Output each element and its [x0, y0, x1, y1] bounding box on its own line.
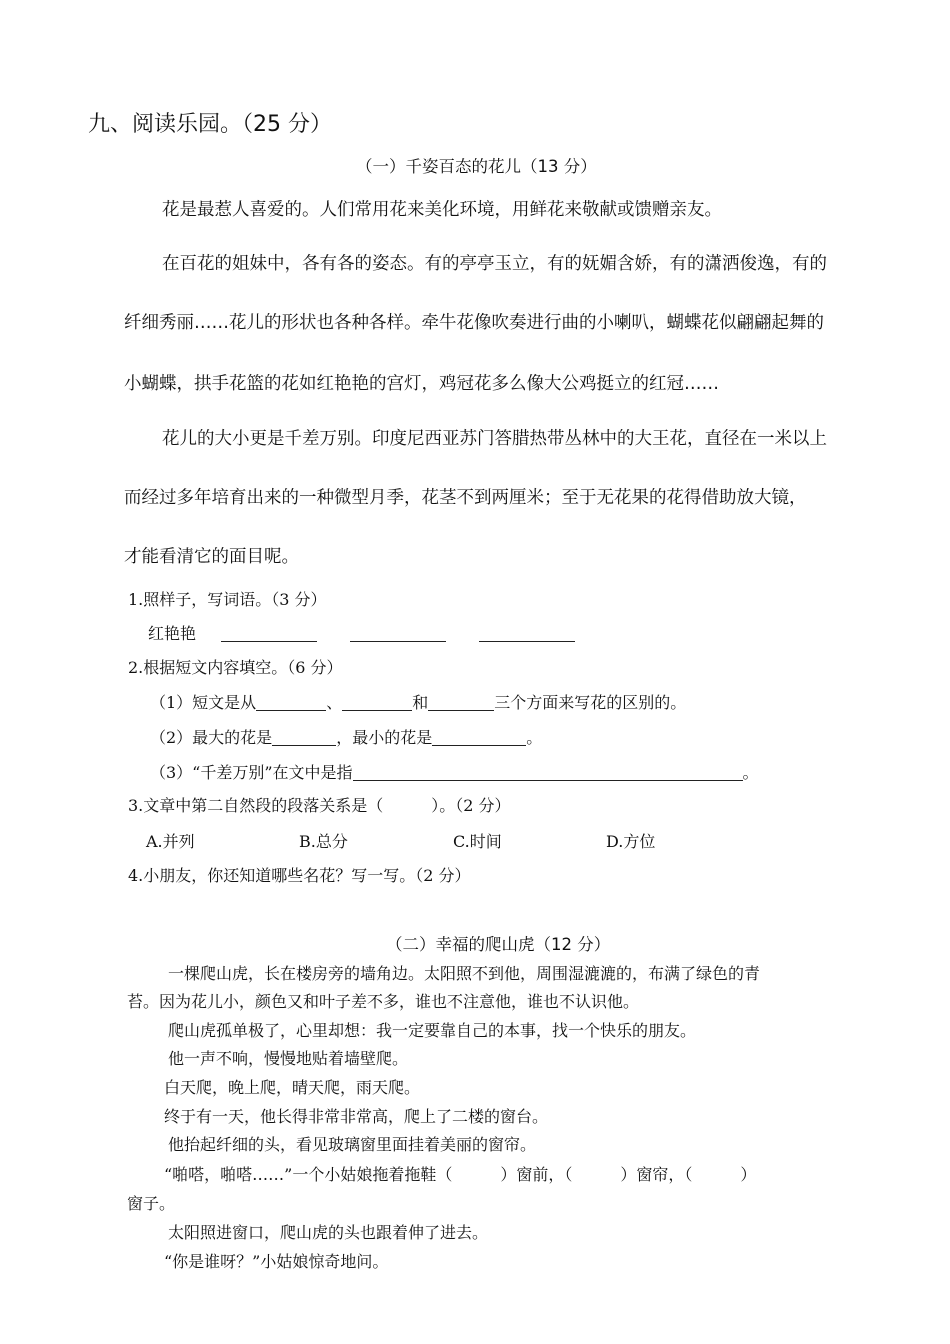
part1-paragraph: 花是最惹人喜爱的。人们常用花来美化环境，用鲜花来敬献或馈赠亲友。	[162, 200, 722, 220]
part2-title: （二）幸福的爬山虎（12 分）	[386, 935, 611, 954]
q2c-text: （3）“千差万别”在文中是指	[150, 763, 353, 782]
q2a-text: 和	[412, 693, 429, 712]
question-2-a	[150, 690, 686, 713]
part1-paragraph: 花儿的大小更是千差万别。印度尼西亚苏门答腊热带丛林中的大王花，直径在一米以上	[162, 429, 827, 449]
story-line: “啪嗒，啪嗒……”一个小姑娘拖着拖鞋（ ）窗前，（ ）窗帘，（ ）	[164, 1165, 757, 1184]
answer-blank[interactable]	[432, 729, 526, 746]
answer-blank[interactable]	[221, 625, 317, 642]
story-line: 爬山虎孤单极了，心里却想：我一定要靠自己的本事，找一个快乐的朋友。	[168, 1021, 697, 1040]
example-word: 红艳艳	[148, 624, 197, 643]
story-line: “你是谁呀？”小姑娘惊奇地问。	[164, 1252, 389, 1271]
part1-paragraph: 纤细秀丽……花儿的形状也各种各样。牵牛花像吹奏进行曲的小喇叭，蝴蝶花似翩翩起舞的	[124, 313, 824, 333]
question-3: 3.文章中第二自然段的段落关系是（ ）。（2 分）	[128, 796, 511, 815]
q2a-text: 、	[326, 693, 343, 712]
q2a-text: 三个方面来写花的区别的。	[494, 693, 687, 712]
q2b-text: （2）最大的花是	[150, 728, 273, 747]
story-line: 一棵爬山虎，长在楼房旁的墙角边。太阳照不到他，周围湿漉漉的，布满了绿色的青	[168, 964, 761, 983]
story-line: 终于有一天，他长得非常非常高，爬上了二楼的窗台。	[164, 1107, 549, 1126]
q2b-text: 。	[526, 728, 543, 747]
part1-paragraph: 才能看清它的面目呢。	[124, 547, 299, 567]
answer-blank[interactable]	[353, 764, 743, 781]
question-1-example	[148, 621, 575, 644]
q2b-text: ，最小的花是	[336, 728, 433, 747]
answer-blank[interactable]	[428, 694, 494, 711]
question-4: 4.小朋友，你还知道哪些名花？写一写。（2 分）	[128, 866, 471, 885]
question-1: 1.照样子，写词语。（3 分）	[128, 590, 327, 609]
answer-blank[interactable]	[350, 625, 446, 642]
q2c-text: 。	[742, 763, 759, 782]
part1-paragraph: 而经过多年培育出来的一种微型月季，花茎不到两厘米；至于无花果的花得借助放大镜，	[124, 488, 807, 508]
option-d[interactable]: D.方位	[606, 832, 656, 851]
story-line: 窗子。	[127, 1194, 176, 1213]
story-line: 太阳照进窗口，爬山虎的头也跟着伸了进去。	[168, 1223, 489, 1242]
part1-paragraph: 小蝴蝶，拱手花篮的花如红艳艳的宫灯，鸡冠花多么像大公鸡挺立的红冠……	[124, 374, 719, 394]
option-a[interactable]: A.并列	[146, 832, 195, 851]
story-line: 白天爬，晚上爬，晴天爬，雨天爬。	[164, 1078, 421, 1097]
answer-blank[interactable]	[479, 625, 575, 642]
question-2-b	[150, 725, 542, 748]
story-line: 他抬起纤细的头，看见玻璃窗里面挂着美丽的窗帘。	[168, 1135, 537, 1154]
answer-blank[interactable]	[256, 694, 326, 711]
option-c[interactable]: C.时间	[453, 832, 502, 851]
question-2: 2.根据短文内容填空。（6 分）	[128, 658, 343, 677]
section-title: 九、阅读乐园。（25 分）	[88, 112, 332, 137]
answer-blank[interactable]	[272, 729, 336, 746]
part1-title: （一）千姿百态的花儿（13 分）	[356, 157, 597, 176]
question-2-c	[150, 760, 759, 783]
option-b[interactable]: B.总分	[299, 832, 348, 851]
answer-blank[interactable]	[342, 694, 412, 711]
q2a-text: （1）短文是从	[150, 693, 257, 712]
story-line: 他一声不响，慢慢地贴着墙壁爬。	[168, 1049, 409, 1068]
story-line: 苔。因为花儿小，颜色又和叶子差不多，谁也不注意他，谁也不认识他。	[127, 992, 640, 1011]
part1-paragraph: 在百花的姐妹中，各有各的姿态。有的亭亭玉立，有的妩媚含娇，有的潇洒俊逸，有的	[162, 254, 827, 274]
